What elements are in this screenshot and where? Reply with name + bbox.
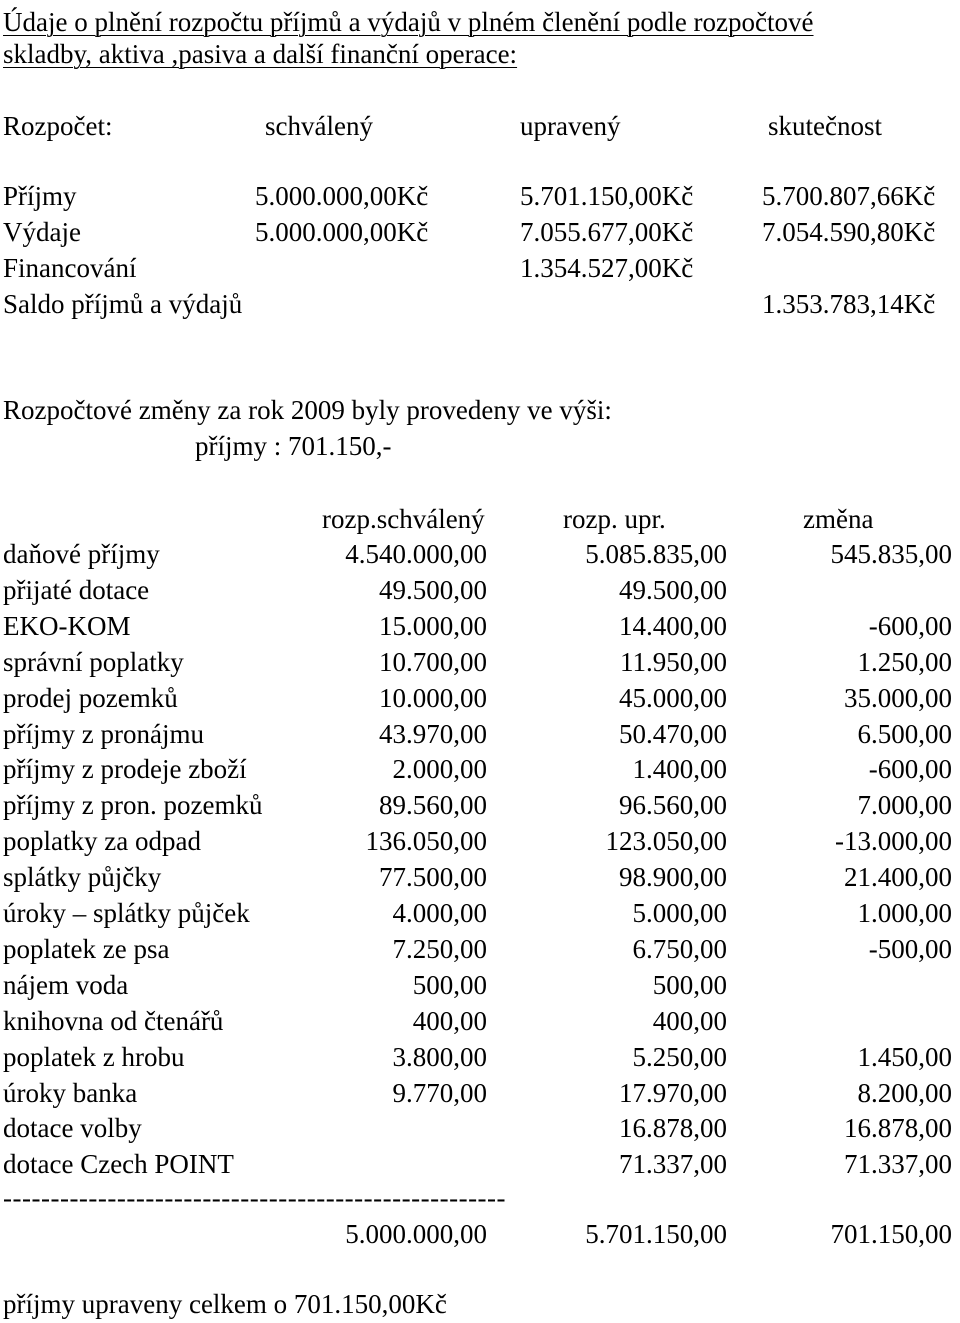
income-row-approved: 4.540.000,00	[345, 539, 487, 569]
budget-changes-text: Rozpočtové změny za rok 2009 byly provedeny ve výši:	[3, 395, 612, 425]
income-row-change: -13.000,00	[835, 826, 952, 856]
income-row-label: poplatek z hrobu	[3, 1042, 185, 1072]
budget-row-label: Příjmy	[3, 181, 77, 211]
income-total-approved: 5.000.000,00	[345, 1219, 487, 1249]
income-row-adjusted: 123.050,00	[605, 826, 727, 856]
income-row-adjusted: 96.560,00	[619, 790, 727, 820]
income-row-label: příjmy z pronájmu	[3, 719, 204, 749]
income-row-adjusted: 5.250,00	[632, 1042, 727, 1072]
income-row-adjusted: 71.337,00	[619, 1149, 727, 1179]
income-total-note: příjmy upraveny celkem o 701.150,00Kč	[3, 1289, 447, 1319]
document-title-line-2: skladby, aktiva ,pasiva a další finanční operace:	[3, 39, 518, 69]
income-row-approved: 136.050,00	[365, 826, 487, 856]
income-row-label: dotace volby	[3, 1113, 142, 1143]
income-row-approved: 15.000,00	[379, 611, 487, 641]
income-total-adjusted: 5.701.150,00	[585, 1219, 727, 1249]
income-row-change: 545.835,00	[830, 539, 952, 569]
income-row-approved: 10.000,00	[379, 683, 487, 713]
budget-row-actual: 7.054.590,80Kč	[762, 217, 936, 247]
budget-row-adjusted: 7.055.677,00Kč	[520, 217, 694, 247]
income-row-change: 6.500,00	[857, 719, 952, 749]
budget-header-adjusted: upravený	[520, 111, 621, 141]
income-row-adjusted: 11.950,00	[620, 647, 727, 677]
income-row-approved: 43.970,00	[379, 719, 487, 749]
income-row-change: 1.250,00	[857, 647, 952, 677]
income-row-adjusted: 14.400,00	[619, 611, 727, 641]
income-row-adjusted: 5.085.835,00	[585, 539, 727, 569]
budget-header-label: Rozpočet:	[3, 111, 113, 141]
budget-changes-income: příjmy : 701.150,-	[195, 431, 392, 461]
income-row-adjusted: 49.500,00	[619, 575, 727, 605]
income-row-change: 71.337,00	[844, 1149, 952, 1179]
income-row-label: přijaté dotace	[3, 575, 150, 605]
budget-row-approved: 5.000.000,00Kč	[255, 181, 429, 211]
income-row-approved: 500,00	[412, 970, 487, 1000]
income-row-label: dotace Czech POINT	[3, 1149, 234, 1179]
income-row-label: úroky – splátky půjček	[3, 898, 250, 928]
income-row-change: 21.400,00	[844, 862, 952, 892]
income-row-change: 8.200,00	[857, 1078, 952, 1108]
budget-row-adjusted: 5.701.150,00Kč	[520, 181, 694, 211]
income-row-approved: 7.250,00	[392, 934, 487, 964]
income-header-adjusted: rozp. upr.	[563, 504, 666, 534]
budget-row-label: Výdaje	[3, 217, 81, 247]
income-row-approved: 9.770,00	[392, 1078, 487, 1108]
income-row-label: úroky banka	[3, 1078, 138, 1108]
income-row-label: EKO-KOM	[3, 611, 131, 641]
income-row-change: 7.000,00	[857, 790, 952, 820]
income-row-adjusted: 98.900,00	[619, 862, 727, 892]
income-row-change: -500,00	[868, 934, 952, 964]
income-row-approved: 4.000,00	[392, 898, 487, 928]
income-row-label: poplatek ze psa	[3, 934, 170, 964]
income-row-adjusted: 500,00	[652, 970, 727, 1000]
income-row-label: poplatky za odpad	[3, 826, 201, 856]
income-row-change: -600,00	[868, 754, 952, 784]
budget-header-actual: skutečnost	[768, 111, 882, 141]
income-row-adjusted: 16.878,00	[619, 1113, 727, 1143]
income-row-change: 1.000,00	[857, 898, 952, 928]
budget-row-actual: 1.353.783,14Kč	[762, 289, 936, 319]
income-row-label: knihovna od čtenářů	[3, 1006, 224, 1036]
income-row-label: nájem voda	[3, 970, 129, 1000]
income-row-label: příjmy z pron. pozemků	[3, 790, 263, 820]
income-row-approved: 89.560,00	[379, 790, 487, 820]
budget-header-approved: schválený	[265, 111, 373, 141]
income-separator: -----------------------------------------------------	[3, 1183, 507, 1213]
income-row-approved: 400,00	[412, 1006, 487, 1036]
income-row-adjusted: 17.970,00	[619, 1078, 727, 1108]
income-row-label: prodej pozemků	[3, 683, 178, 713]
income-row-approved: 77.500,00	[379, 862, 487, 892]
income-row-adjusted: 50.470,00	[619, 719, 727, 749]
income-row-adjusted: 1.400,00	[632, 754, 727, 784]
budget-row-label: Financování	[3, 253, 137, 283]
income-row-adjusted: 5.000,00	[632, 898, 727, 928]
income-row-label: splátky půjčky	[3, 862, 162, 892]
budget-row-adjusted: 1.354.527,00Kč	[520, 253, 694, 283]
income-header-change: změna	[803, 504, 874, 534]
income-total-change: 701.150,00	[830, 1219, 952, 1249]
income-row-adjusted: 6.750,00	[632, 934, 727, 964]
income-row-change: -600,00	[868, 611, 952, 641]
budget-row-label: Saldo příjmů a výdajů	[3, 289, 243, 319]
income-row-adjusted: 45.000,00	[619, 683, 727, 713]
income-row-change: 1.450,00	[857, 1042, 952, 1072]
income-row-approved: 2.000,00	[392, 754, 487, 784]
income-row-label: daňové příjmy	[3, 539, 160, 569]
income-row-approved: 49.500,00	[379, 575, 487, 605]
income-header-approved: rozp.schválený	[322, 504, 485, 534]
budget-row-approved: 5.000.000,00Kč	[255, 217, 429, 247]
income-row-label: správní poplatky	[3, 647, 184, 677]
income-row-adjusted: 400,00	[652, 1006, 727, 1036]
income-row-approved: 10.700,00	[379, 647, 487, 677]
income-row-approved: 3.800,00	[392, 1042, 487, 1072]
document-title-line-1: Údaje o plnění rozpočtu příjmů a výdajů v plném členění podle rozpočtové	[3, 7, 814, 37]
income-row-change: 16.878,00	[844, 1113, 952, 1143]
income-row-change: 35.000,00	[844, 683, 952, 713]
budget-row-actual: 5.700.807,66Kč	[762, 181, 936, 211]
income-row-label: příjmy z prodeje zboží	[3, 754, 247, 784]
